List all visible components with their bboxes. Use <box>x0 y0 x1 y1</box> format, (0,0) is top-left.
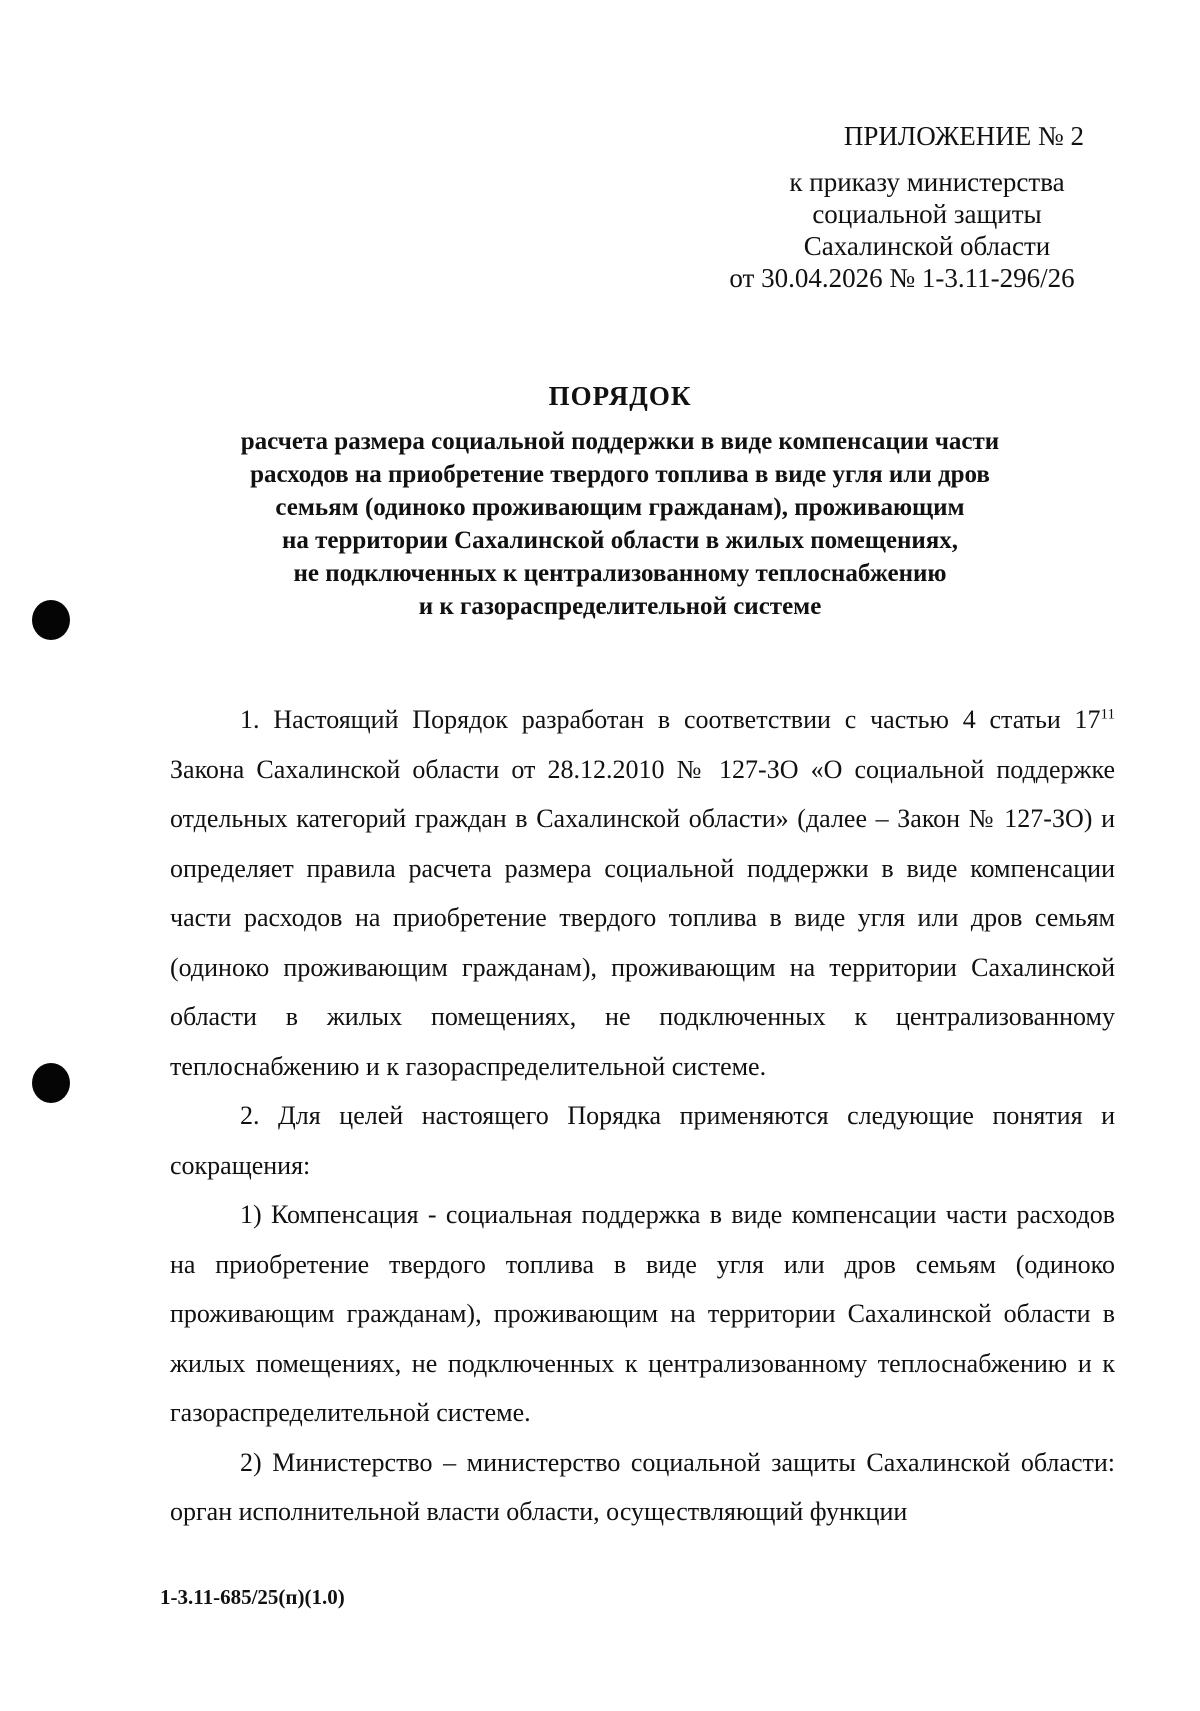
heading-line: на территории Сахалинской области в жилых помещениях, <box>281 527 959 554</box>
paragraph-1-rest: Закона Сахалинской области от 28.12.2010 № 127-ЗО «О социальной поддержке отдельных категорий граждан в Сахалинской области» (далее – Закон № 127-ЗО) и определяет правила расчета размера социальной поддержки в виде компенсации части расходов на приобретение твердого топлива в виде угля или дров семьям (одиноко проживающим гражданам), проживающим на территории Сахалинской области в жилых помещениях, не подключенных к централизованному теплоснабжению и к газораспределительной системе. <box>170 754 1115 1081</box>
appendix-line: социальной защиты <box>812 199 1042 229</box>
punch-hole <box>32 1063 70 1103</box>
document-code: 1-3.11-685/25(п)(1.0) <box>160 1585 345 1609</box>
appendix-line: от 30.04.2026 № 1-3.11-296/26 <box>729 263 1075 293</box>
article-superscript: 11 <box>1100 706 1115 723</box>
paragraph-2: 2. Для целей настоящего Порядка применяются следующие понятия и сокращения: <box>170 1101 1115 1180</box>
document-title: ПОРЯДОК <box>548 381 692 411</box>
paragraph-1-start: 1. Настоящий Порядок разработан в соответствии с частью 4 статьи 17 <box>240 705 1101 734</box>
appendix-block <box>672 120 1092 294</box>
heading-line: расчета размера социальной поддержки в виде компенсации части <box>240 428 1000 455</box>
punch-hole <box>32 600 70 640</box>
paragraph-4: 2) Министерство – министерство социальной защиты Сахалинской области: орган исполнительной власти области, осуществляющий функции <box>170 1447 1115 1526</box>
document-body <box>170 695 1115 1537</box>
paragraph-3: 1) Компенсация - социальная поддержка в виде компенсации части расходов на приобретение твердого топлива в виде угля или дров семьям (одиноко проживающим гражданам), проживающим на территории Сахалинской области в жилых помещениях, не подключенных к централизованному теплоснабжению и к газораспределительной системе. <box>170 1200 1115 1427</box>
appendix-line: к приказу министерства <box>789 167 1065 197</box>
heading-line: семьям (одиноко проживающим гражданам), проживающим <box>275 494 965 521</box>
paragraph-1 <box>170 695 1115 1091</box>
heading-line: расходов на приобретение твердого топлива в виде угля или дров <box>250 461 990 488</box>
appendix-title: ПРИЛОЖЕНИЕ № 2 <box>843 121 1084 151</box>
appendix-line: Сахалинской области <box>803 231 1051 261</box>
heading-line: не подключенных к централизованному теплоснабжению <box>293 560 947 587</box>
heading-line: и к газораспределительной системе <box>418 593 822 620</box>
document-heading <box>170 380 1070 623</box>
